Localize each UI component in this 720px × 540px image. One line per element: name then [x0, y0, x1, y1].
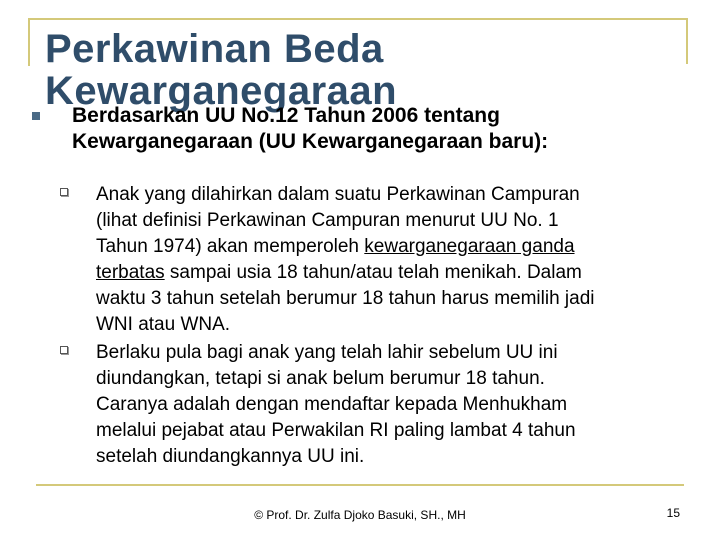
top-rule	[28, 18, 688, 20]
text-line: Berlaku pula bagi anak yang telah lahir sebelum UU ini	[96, 342, 558, 363]
bottom-rule	[36, 484, 684, 486]
text-line: Anak yang dilahirkan dalam suatu Perkawinan Campuran	[96, 184, 580, 205]
sub-point-1-text	[96, 182, 690, 338]
sub-point-2-text	[96, 340, 690, 470]
main-point-line: Berdasarkan UU No.12 Tahun 2006 tentang	[72, 104, 500, 127]
slide-title: Perkawinan Beda Kewarganegaraan	[45, 27, 398, 113]
text-segment: sampai usia 18 tahun/atau telah menikah. Dalam	[164, 262, 582, 283]
text-line: diundangkan, tetapi si anak belum berumur 18 tahun.	[96, 368, 545, 389]
sub-point-2	[60, 340, 690, 470]
text-line: WNI atau WNA.	[96, 314, 231, 335]
left-rule	[28, 18, 30, 66]
footer-credit: © Prof. Dr. Zulfa Djoko Basuki, SH., MH	[254, 508, 466, 522]
sub-point-1	[60, 182, 690, 338]
main-bullet-icon	[32, 112, 40, 120]
text-line: melalui pejabat atau Perwakilan RI paling lambat 4 tahun	[96, 420, 576, 441]
text-line: Caranya adalah dengan mendaftar kepada Menhukham	[96, 394, 568, 415]
emphasis-term: kewarganegaraan ganda	[364, 236, 575, 257]
text-line	[96, 260, 690, 286]
main-point	[72, 103, 692, 155]
text-segment: Tahun 1974) akan memperoleh	[96, 236, 365, 257]
text-line	[96, 234, 690, 260]
text-line: (lihat definisi Perkawinan Campuran menurut UU No. 1	[96, 210, 559, 231]
hollow-square-bullet-icon	[60, 188, 68, 196]
emphasis-term: terbatas	[96, 262, 165, 283]
text-line: setelah diundangkannya UU ini.	[96, 446, 365, 467]
main-point-line: Kewarganegaraan (UU Kewarganegaraan baru):	[72, 130, 549, 153]
text-line: waktu 3 tahun setelah berumur 18 tahun harus memilih jadi	[96, 288, 595, 309]
page-number: 15	[666, 506, 680, 520]
hollow-square-bullet-icon	[60, 346, 68, 354]
right-rule	[686, 18, 688, 64]
